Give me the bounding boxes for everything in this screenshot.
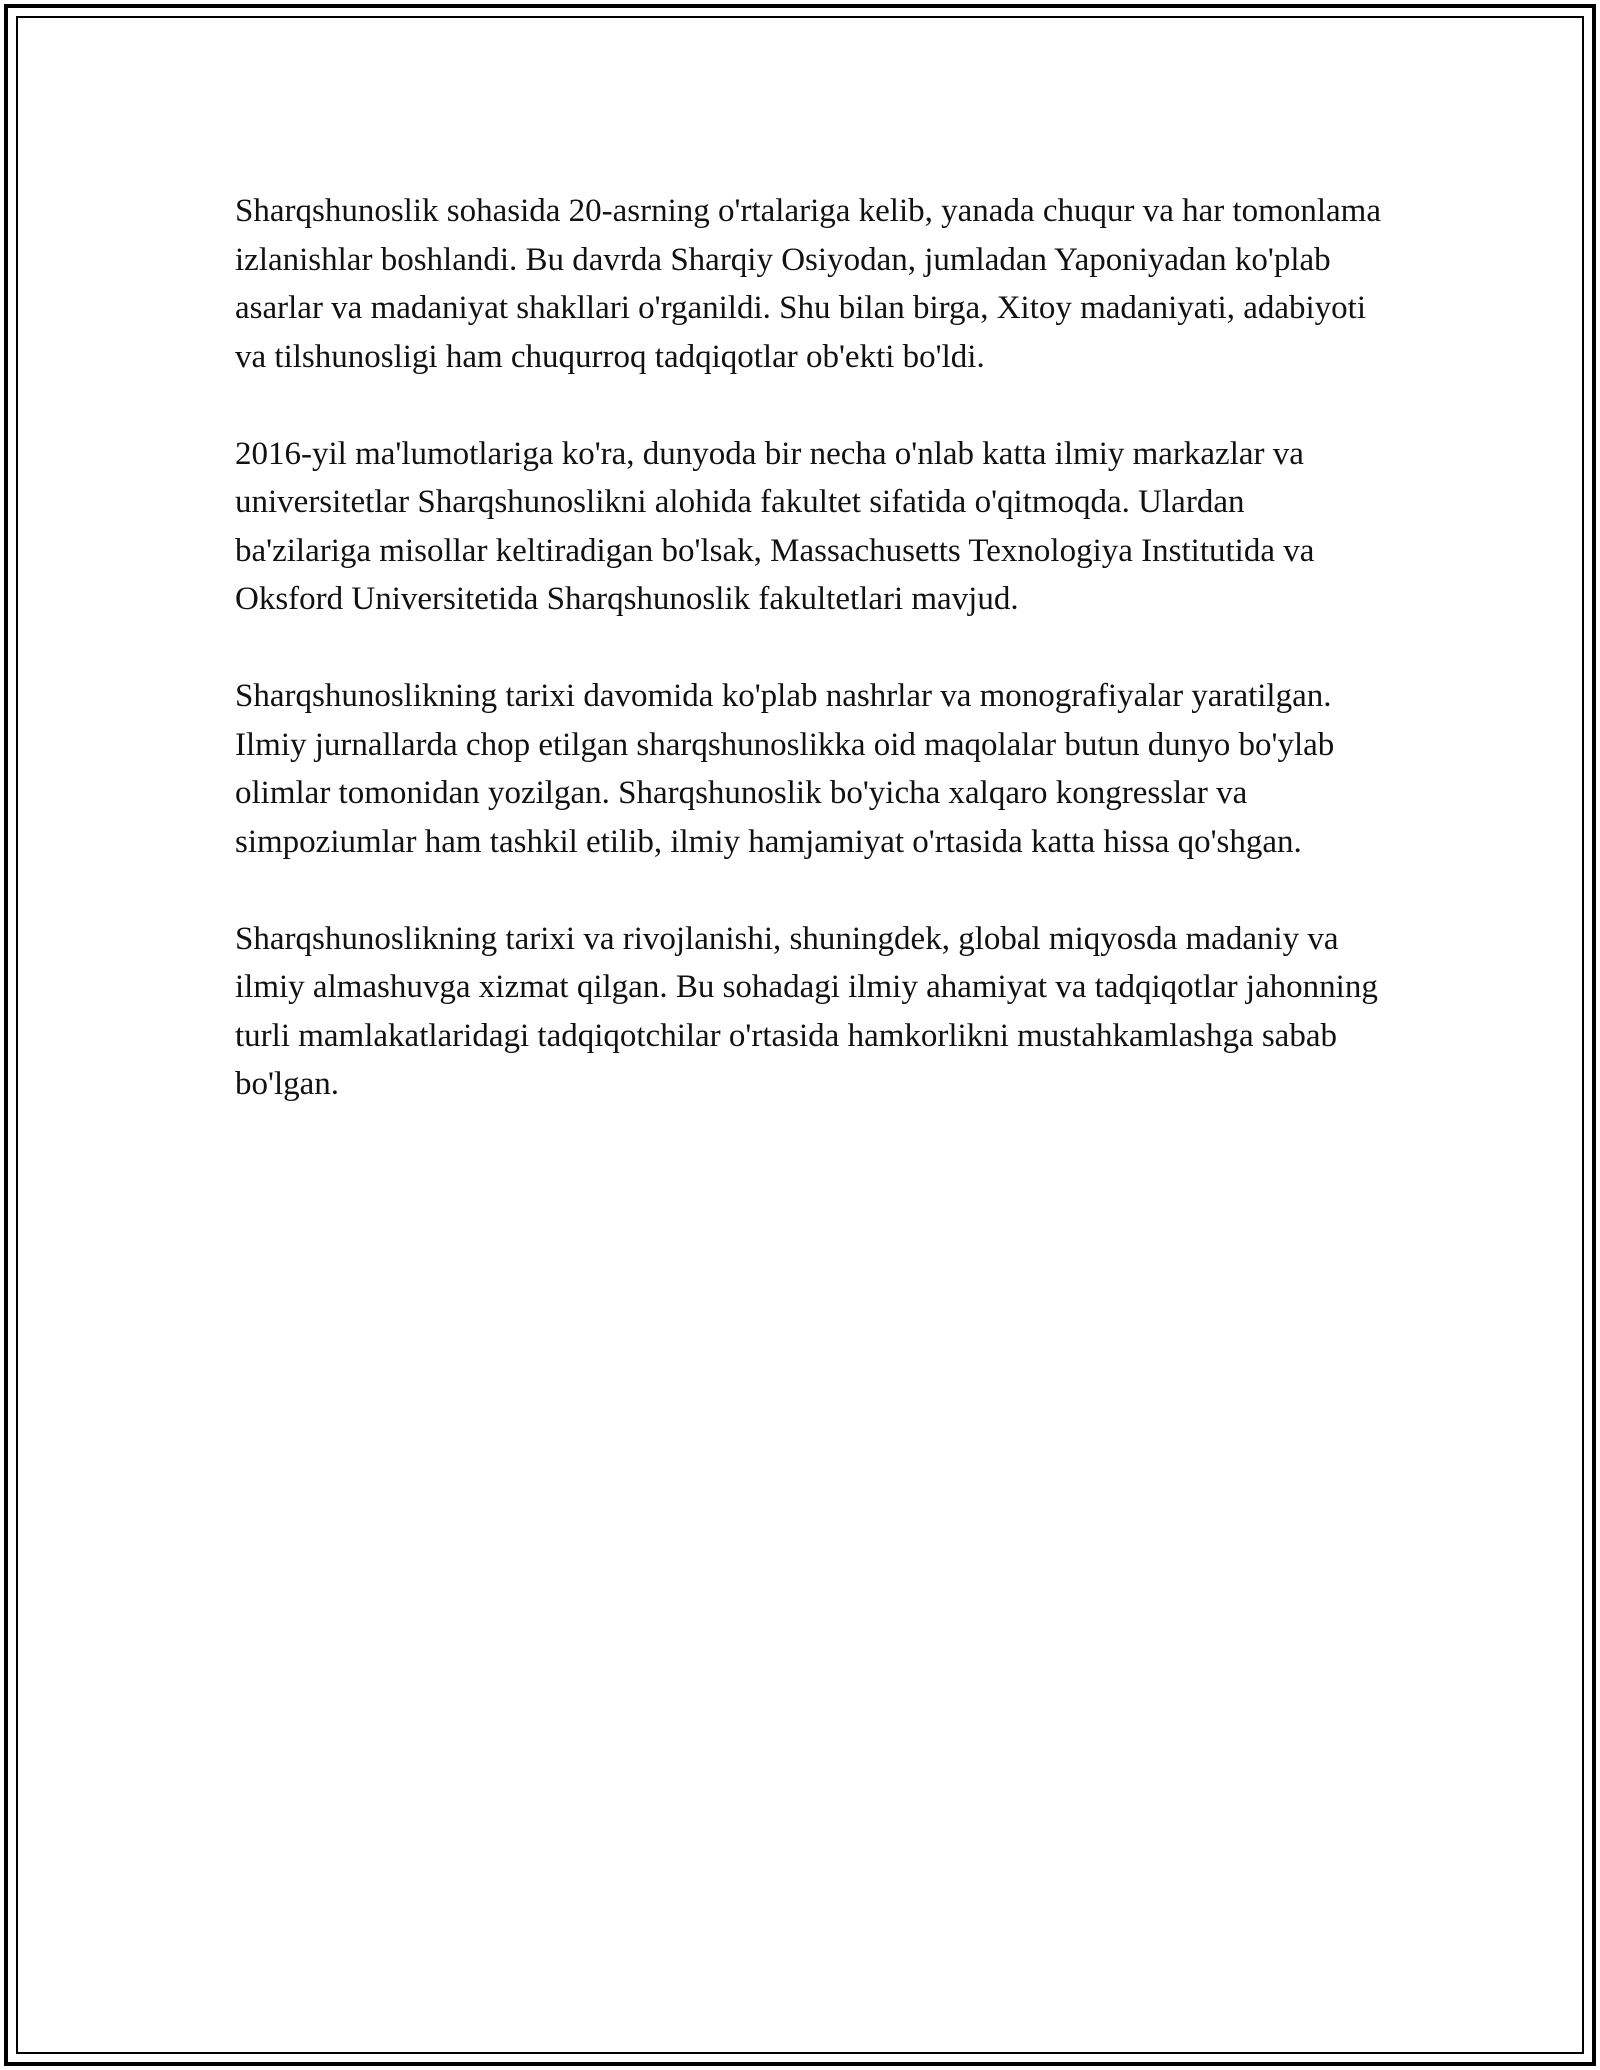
paragraph-3: Sharqshunoslikning tarixi davomida ko'plab nashrlar va monografiyalar yaratilgan. Ilmiy jurnallarda chop etilgan sharqshunoslikka oid maqolalar butun dunyo bo'ylab olimlar tomonidan yozilgan. Sharqshunoslik bo'yicha xalqaro kongresslar va simpoziumlar ham tashkil etilib, ilmiy hamjamiyat o'rtasida katta hissa qo'shgan. [235,678,1335,860]
paragraph-1: Sharqshunoslik sohasida 20-asrning o'rtalariga kelib, yanada chuqur va har tomonlama izlanishlar boshlandi. Bu davrda Sharqiy Osiyodan, jumladan Yaponiyadan ko'plab asarlar va madaniyat shakllari o'rganildi. Shu bilan birga, Xitoy madaniyati, adabiyoti va tilshunosligi ham chuqurroq tadqiqotlar ob'ekti bo'ldi. [235,193,1381,375]
paragraph-4: Sharqshunoslikning tarixi va rivojlanishi, shuningdek, global miqyosda madaniy va ilmiy almashuvga xizmat qilgan. Bu sohadagi ilmiy ahamiyat va tadqiqotlar jahonning turli mamlakatlaridagi tadqiqotchilar o'rtasida hamkorlikni mustahkamlashga sabab bo'lgan. [235,920,1378,1102]
document-body [235,187,1385,1157]
paragraph-2: 2016-yil ma'lumotlariga ko'ra, dunyoda bir necha o'nlab katta ilmiy markazlar va universitetlar Sharqshunoslikni alohida fakultet sifatida o'qitmoqda. Ulardan ba'zilariga misollar keltiradigan bo'lsak, Massachusetts Texnologiya Institutida va Oksford Universitetida Sharqshunoslik fakultetlari mavjud. [235,435,1315,617]
